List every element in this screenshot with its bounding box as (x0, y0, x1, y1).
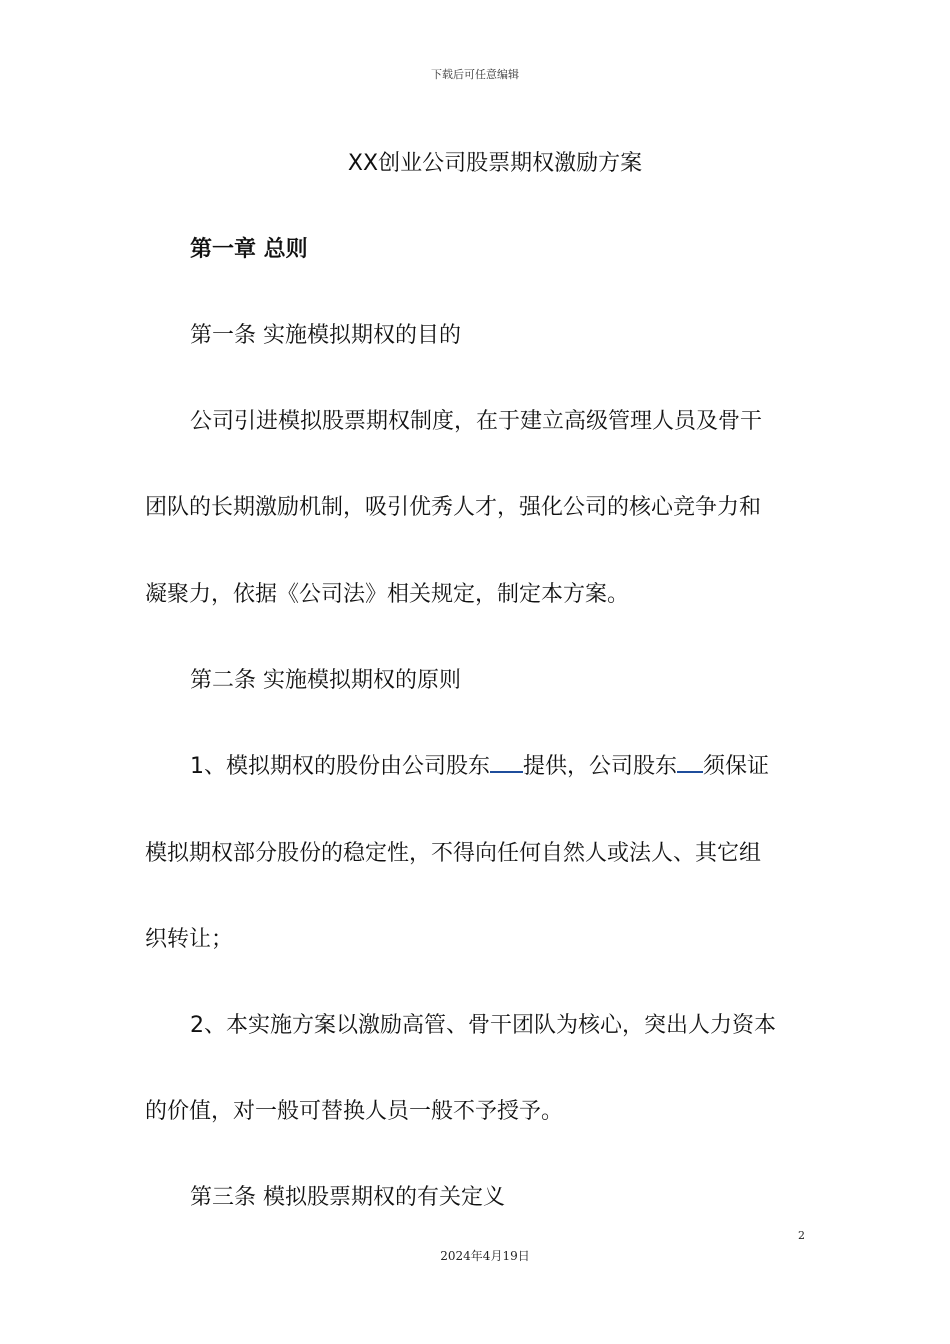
footer-date: 2024年4月19日 (440, 1249, 530, 1263)
article-2-item-1-line-1 (190, 749, 769, 780)
document-title: XX创业公司股票期权激励方案 (347, 151, 643, 176)
article-1-line-2: 团队的长期激励机制，吸引优秀人才，强化公司的核心竞争力和 (145, 495, 762, 520)
shareholder-blank-1[interactable] (490, 751, 523, 773)
article-2-item-1-line-3: 织转让； (145, 927, 234, 952)
article-3-heading: 第三条 模拟股票期权的有关定义 (190, 1185, 505, 1210)
shareholder-blank-2[interactable] (677, 751, 703, 773)
article-2-item-2-line-2: 的价值，对一般可替换人员一般不予授予。 (145, 1099, 564, 1124)
article-2-item-2-line-1: 2、本实施方案以激励高管、骨干团队为核心，突出人力资本 (190, 1013, 776, 1038)
item-1-text-part-2: 提供，公司股东 (523, 754, 678, 779)
page-number: 2 (798, 1229, 805, 1242)
article-2-heading: 第二条 实施模拟期权的原则 (190, 668, 461, 693)
article-1-line-1: 公司引进模拟股票期权制度，在于建立高级管理人员及骨干 (190, 409, 763, 434)
article-2-item-1-line-2: 模拟期权部分股份的稳定性，不得向任何自然人或法人、其它组 (145, 841, 762, 866)
article-1-heading: 第一条 实施模拟期权的目的 (190, 323, 461, 348)
chapter-heading: 第一章 总则 (190, 237, 308, 262)
page-header-note: 下载后可任意编辑 (431, 68, 519, 81)
article-1-line-3: 凝聚力，依据《公司法》相关规定，制定本方案。 (145, 582, 630, 607)
item-1-text-part-1: 1、模拟期权的股份由公司股东 (190, 754, 490, 779)
item-1-text-part-3: 须保证 (703, 754, 770, 779)
